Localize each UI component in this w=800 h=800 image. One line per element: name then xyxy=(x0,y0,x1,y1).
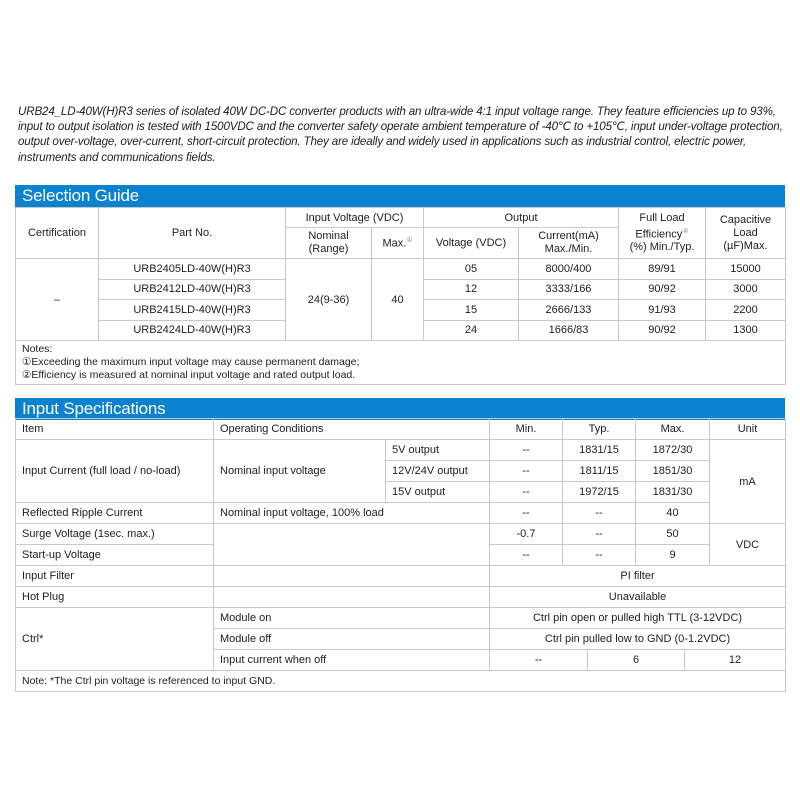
input-specs-table xyxy=(15,418,786,692)
max-voltage-value: 40 xyxy=(372,259,424,341)
certification-value: – xyxy=(16,259,99,341)
header-part-no: Part No. xyxy=(99,208,286,259)
note-2: ②Efficiency is measured at nominal input voltage and rated output load. xyxy=(22,369,356,381)
header-capacitive-load: Capacitive Load (µF)Max. xyxy=(706,208,786,259)
item-startup: Start-up Voltage xyxy=(16,545,214,566)
capacitive-load: 2200 xyxy=(706,300,786,321)
table-row xyxy=(16,259,786,280)
part-number: URB2412LD-40W(H)R3 xyxy=(99,279,286,300)
notes-title: Notes: xyxy=(22,343,53,355)
header-unit: Unit xyxy=(710,419,786,440)
max-value: 1831/30 xyxy=(636,482,710,503)
header-max: Max.① xyxy=(372,228,424,259)
table-row xyxy=(16,566,786,587)
item-hot-plug: Hot Plug xyxy=(16,587,214,608)
product-description: URB24_LD-40W(H)R3 series of isolated 40W DC-DC converter products with an ultra-wide 4:1 input voltage range. They feature efficiencies up to 93%, input to output isolation is tested with 1500VDC and the converter safety operate ambient temperature of -40℃ to +105℃, input under-voltage protection, output over-voltage, over-current, short-circuit protection. They are ideally and widely used in applications such as industrial control, electric power, instruments and communications fields. xyxy=(18,105,783,164)
ctrl-module-off-value: Ctrl pin pulled low to GND (0-1.2VDC) xyxy=(490,629,786,650)
sub-condition: 5V output xyxy=(386,440,490,461)
table-row xyxy=(16,587,786,608)
table-row xyxy=(16,503,786,524)
table-row xyxy=(16,524,786,545)
output-current: 3333/166 xyxy=(519,279,619,300)
table-row xyxy=(16,440,786,461)
header-item: Item xyxy=(16,419,214,440)
min-value: -- xyxy=(490,440,563,461)
capacitive-load: 15000 xyxy=(706,259,786,280)
output-voltage: 05 xyxy=(424,259,519,280)
max-value: 1851/30 xyxy=(636,461,710,482)
max-value: 1872/30 xyxy=(636,440,710,461)
typ-value: -- xyxy=(563,545,636,566)
item-input-current: Input Current (full load / no-load) xyxy=(16,440,214,503)
output-voltage: 12 xyxy=(424,279,519,300)
item-surge: Surge Voltage (1sec. max.) xyxy=(16,524,214,545)
header-typ: Typ. xyxy=(563,419,636,440)
unit-ma: mA xyxy=(710,440,786,524)
efficiency: 89/91 xyxy=(619,259,706,280)
input-filter-value: PI filter xyxy=(490,566,786,587)
condition-empty xyxy=(214,587,490,608)
typ-value: 1811/15 xyxy=(563,461,636,482)
min-value: -- xyxy=(490,461,563,482)
note-marker-1: ① xyxy=(406,237,413,245)
condition-empty xyxy=(214,566,490,587)
min-value: -- xyxy=(490,650,588,671)
typ-value: -- xyxy=(563,503,636,524)
header-output-current: Current(mA) Max./Min. xyxy=(519,228,619,259)
efficiency: 91/93 xyxy=(619,300,706,321)
header-certification: Certification xyxy=(16,208,99,259)
part-number: URB2405LD-40W(H)R3 xyxy=(99,259,286,280)
efficiency: 90/92 xyxy=(619,279,706,300)
part-number: URB2424LD-40W(H)R3 xyxy=(99,320,286,341)
note-1: ①Exceeding the maximum input voltage may cause permanent damage; xyxy=(22,356,360,368)
sub-condition: 12V/24V output xyxy=(386,461,490,482)
condition-empty xyxy=(214,524,490,566)
efficiency: 90/92 xyxy=(619,320,706,341)
hot-plug-value: Unavailable xyxy=(490,587,786,608)
typ-value: 1972/15 xyxy=(563,482,636,503)
capacitive-load: 1300 xyxy=(706,320,786,341)
note-marker-2: ② xyxy=(682,227,689,235)
selection-notes xyxy=(16,341,786,385)
capacitive-load: 3000 xyxy=(706,279,786,300)
typ-value: -- xyxy=(563,524,636,545)
typ-value: 1831/15 xyxy=(563,440,636,461)
header-efficiency: Full Load Efficiency② (%) Min./Typ. xyxy=(619,208,706,259)
min-value: -0.7 xyxy=(490,524,563,545)
header-conditions: Operating Conditions xyxy=(214,419,490,440)
output-voltage: 24 xyxy=(424,320,519,341)
item-ctrl: Ctrl* xyxy=(16,608,214,671)
ctrl-module-on-value: Ctrl pin open or pulled high TTL (3-12VDC) xyxy=(490,608,786,629)
condition-ripple: Nominal input voltage, 100% load xyxy=(214,503,490,524)
condition-nominal: Nominal input voltage xyxy=(214,440,386,503)
max-value: 40 xyxy=(636,503,710,524)
min-value: -- xyxy=(490,482,563,503)
header-output-voltage: Voltage (VDC) xyxy=(424,228,519,259)
max-value: 50 xyxy=(636,524,710,545)
header-nominal-range: Nominal (Range) xyxy=(286,228,372,259)
header-output: Output xyxy=(424,208,619,228)
ctrl-current-off-label: Input current when off xyxy=(214,650,490,671)
selection-guide-title: Selection Guide xyxy=(15,185,785,207)
item-input-filter: Input Filter xyxy=(16,566,214,587)
max-value: 9 xyxy=(636,545,710,566)
output-current: 2666/133 xyxy=(519,300,619,321)
ctrl-module-on-label: Module on xyxy=(214,608,490,629)
table-row xyxy=(16,608,786,629)
input-specs-title: Input Specifications xyxy=(15,398,785,420)
ctrl-module-off-label: Module off xyxy=(214,629,490,650)
max-value: 12 xyxy=(685,650,786,671)
output-current: 1666/83 xyxy=(519,320,619,341)
selection-guide-table xyxy=(15,207,786,385)
header-input-voltage: Input Voltage (VDC) xyxy=(286,208,424,228)
nominal-range-value: 24(9-36) xyxy=(286,259,372,341)
output-current: 8000/400 xyxy=(519,259,619,280)
min-value: -- xyxy=(490,545,563,566)
min-value: -- xyxy=(490,503,563,524)
typ-value: 6 xyxy=(588,650,685,671)
ctrl-note: Note: *The Ctrl pin voltage is referenced to input GND. xyxy=(16,671,786,692)
header-max: Max. xyxy=(636,419,710,440)
header-min: Min. xyxy=(490,419,563,440)
part-number: URB2415LD-40W(H)R3 xyxy=(99,300,286,321)
sub-condition: 15V output xyxy=(386,482,490,503)
item-ripple: Reflected Ripple Current xyxy=(16,503,214,524)
unit-vdc: VDC xyxy=(710,524,786,566)
output-voltage: 15 xyxy=(424,300,519,321)
